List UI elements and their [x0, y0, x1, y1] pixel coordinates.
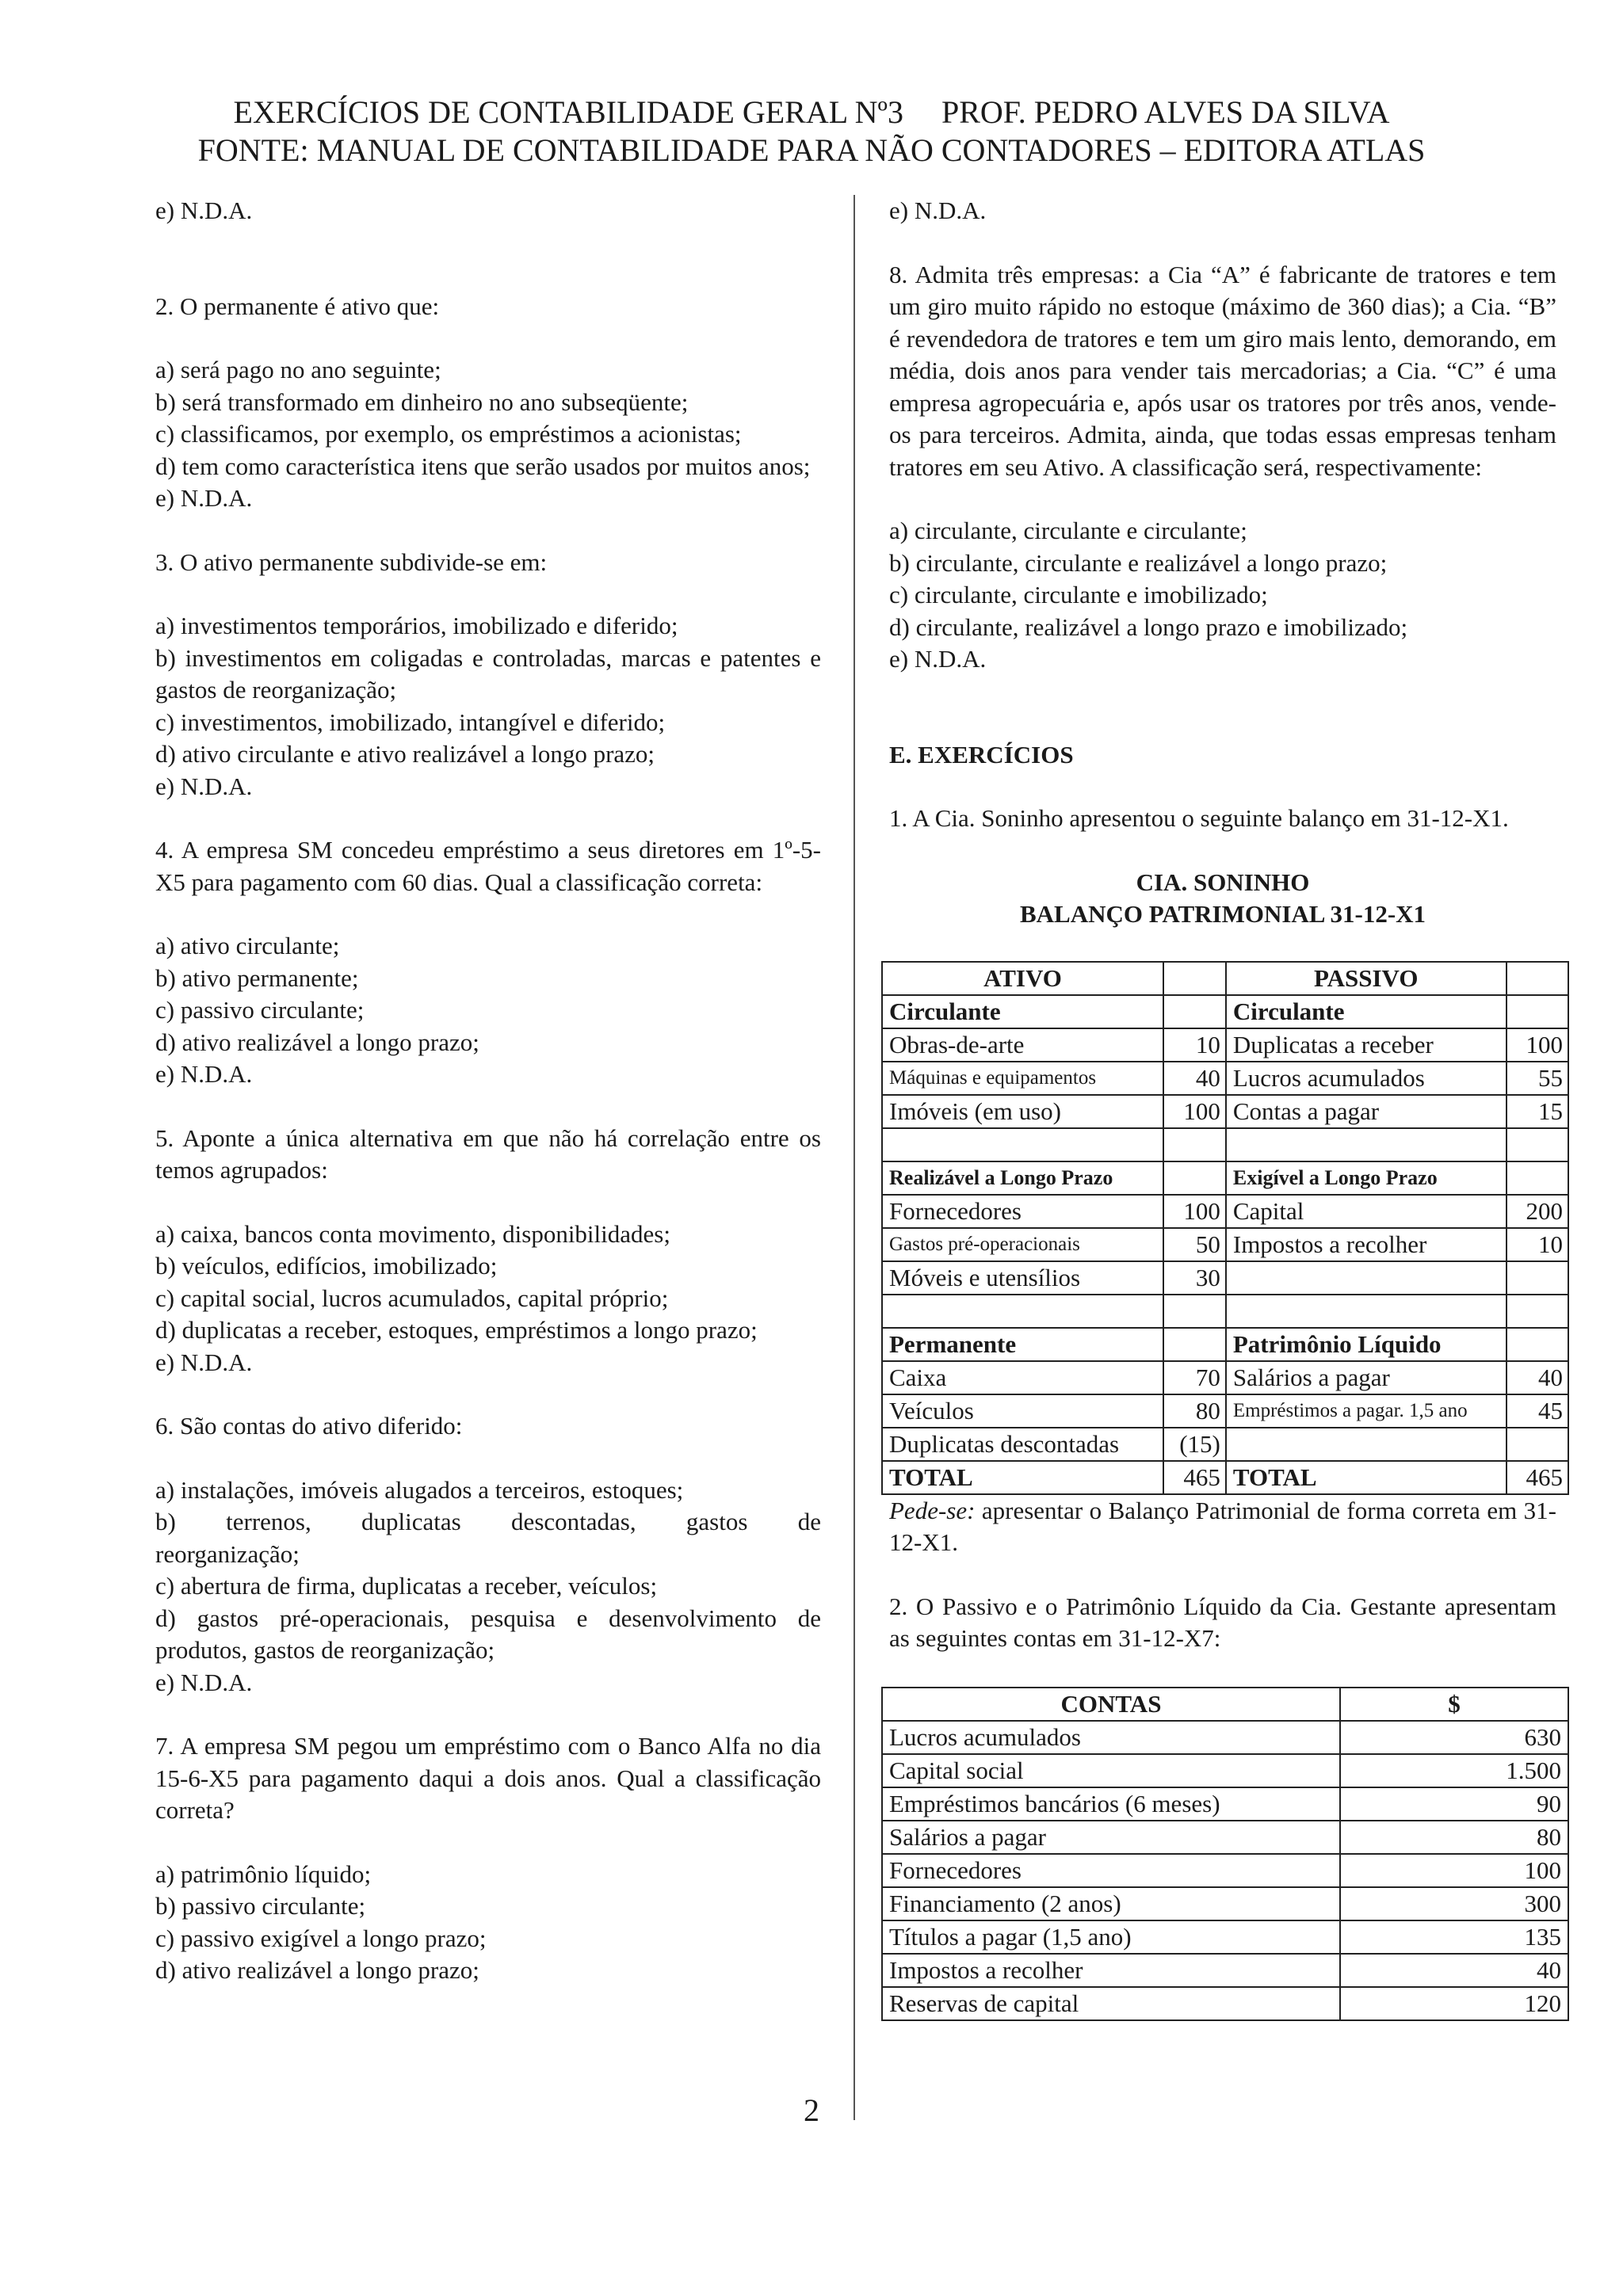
passivo-account: TOTAL [1226, 1461, 1507, 1494]
q6-option-b: b) terrenos, duplicatas descontadas, gastos de reorganização; [155, 1508, 821, 1568]
accounts-row [882, 1987, 1568, 2020]
ex1-pede-label: Pede-se: [889, 1496, 976, 1524]
passivo-value [1507, 1261, 1568, 1295]
column-divider [854, 195, 855, 2120]
ativo-account: Fornecedores [882, 1195, 1163, 1228]
passivo-account [1226, 1128, 1507, 1161]
passivo-account: Salários a pagar [1226, 1361, 1507, 1394]
ativo-account [882, 1295, 1163, 1328]
passivo-account: Capital [1226, 1195, 1507, 1228]
ativo-value: 465 [1163, 1461, 1226, 1494]
ativo-value: (15) [1163, 1428, 1226, 1461]
account-name: Capital social [882, 1754, 1340, 1787]
q4-option-e: e) N.D.A. [155, 1060, 253, 1088]
balance-row [882, 1062, 1568, 1095]
accounts-row [882, 1787, 1568, 1821]
q3-option-e: e) N.D.A. [155, 772, 253, 800]
q5-option-d: d) duplicatas a receber, estoques, empréstimos a longo prazo; [155, 1316, 758, 1344]
q7-option-d: d) ativo realizável a longo prazo; [155, 1956, 479, 1984]
ativo-value: 10 [1163, 1028, 1226, 1062]
ativo-account: Circulante [882, 995, 1163, 1028]
q3-option-c: c) investimentos, imobilizado, intangível e diferido; [155, 707, 666, 736]
ativo-value: 40 [1163, 1062, 1226, 1095]
q5-option-e: e) N.D.A. [155, 1348, 253, 1376]
ex2-stem: 2. O Passivo e o Patrimônio Líquido da Cia. Gestante apresentam as seguintes contas em 31-12-X7: [889, 1592, 1556, 1652]
passivo-account: Lucros acumulados [1226, 1062, 1507, 1095]
ativo-account: Permanente [882, 1328, 1163, 1361]
passivo-value: 55 [1507, 1062, 1568, 1095]
ativo-header: ATIVO [882, 962, 1163, 995]
passivo-account: Empréstimos a pagar. 1,5 ano [1226, 1394, 1507, 1428]
account-name: Salários a pagar [882, 1821, 1340, 1854]
ativo-value [1163, 1161, 1226, 1195]
accounts-row [882, 1821, 1568, 1854]
account-name: Lucros acumulados [882, 1721, 1340, 1754]
passivo-account: Circulante [1226, 995, 1507, 1028]
account-value: 120 [1340, 1987, 1568, 2020]
passivo-account [1226, 1428, 1507, 1461]
passivo-value: 10 [1507, 1228, 1568, 1261]
ativo-account: Veículos [882, 1394, 1163, 1428]
ativo-account: Duplicatas descontadas [882, 1428, 1163, 1461]
account-value: 630 [1340, 1721, 1568, 1754]
passivo-value [1507, 995, 1568, 1028]
balance-row [882, 1028, 1568, 1062]
ativo-account [882, 1128, 1163, 1161]
q3-stem: 3. O ativo permanente subdivide-se em: [155, 547, 548, 576]
q4-option-c: c) passivo circulante; [155, 996, 365, 1024]
left-column [155, 195, 821, 1987]
q5-option-a: a) caixa, bancos conta movimento, disponibilidades; [155, 1219, 670, 1248]
account-name: Empréstimos bancários (6 meses) [882, 1787, 1340, 1821]
q5-option-c: c) capital social, lucros acumulados, capital próprio; [155, 1283, 669, 1312]
passivo-value [1507, 1161, 1568, 1195]
passivo-account: Contas a pagar [1226, 1095, 1507, 1128]
q2-option-c: c) classificamos, por exemplo, os empréstimos a acionistas; [155, 420, 742, 448]
q7-option-e: e) N.D.A. [889, 196, 987, 224]
q4-option-b: b) ativo permanente; [155, 963, 359, 992]
ativo-value [1163, 1128, 1226, 1161]
q8-option-e: e) N.D.A. [889, 645, 987, 673]
section-heading: E. EXERCÍCIOS [889, 740, 1074, 769]
balance-row [882, 1261, 1568, 1295]
accounts-table [881, 1687, 1569, 2021]
q2-option-b: b) será transformado em dinheiro no ano subseqüente; [155, 387, 689, 416]
accounts-row [882, 1920, 1568, 1954]
q8-option-c: c) circulante, circulante e imobilizado; [889, 581, 1268, 608]
passivo-account: Impostos a recolher [1226, 1228, 1507, 1261]
passivo-value: 15 [1507, 1095, 1568, 1128]
q7-option-a: a) patrimônio líquido; [155, 1859, 372, 1888]
balance-row [882, 995, 1568, 1028]
contas-header: CONTAS [882, 1688, 1340, 1721]
ex1-company-title: CIA. SONINHO [1136, 868, 1310, 896]
account-value: 135 [1340, 1920, 1568, 1954]
ativo-account: Gastos pré-operacionais [882, 1228, 1163, 1261]
accounts-row [882, 1954, 1568, 1987]
q3-option-a: a) investimentos temporários, imobilizado e diferido; [155, 612, 678, 639]
q2-option-a: a) será pago no ano seguinte; [155, 356, 441, 383]
account-name: Impostos a recolher [882, 1954, 1340, 1987]
q6-option-a: a) instalações, imóveis alugados a terceiros, estoques; [155, 1475, 684, 1504]
balance-row [882, 1361, 1568, 1394]
account-name: Fornecedores [882, 1854, 1340, 1887]
balance-sheet-table [881, 961, 1569, 1495]
q7-option-b: b) passivo circulante; [155, 1892, 366, 1920]
accounts-row [882, 1754, 1568, 1787]
ativo-account: Móveis e utensílios [882, 1261, 1163, 1295]
ativo-value: 100 [1163, 1095, 1226, 1128]
accounts-row [882, 1854, 1568, 1887]
q7-option-c: c) passivo exigível a longo prazo; [155, 1924, 487, 1952]
balance-row [882, 1228, 1568, 1261]
ativo-account: TOTAL [882, 1461, 1163, 1494]
accounts-row [882, 1721, 1568, 1754]
page-number: 2 [804, 2092, 819, 2128]
accounts-row [882, 1887, 1568, 1920]
account-name: Reservas de capital [882, 1987, 1340, 2020]
balance-row [882, 1328, 1568, 1361]
q1-option-e: e) N.D.A. [155, 196, 253, 224]
passivo-account: Exigível a Longo Prazo [1226, 1161, 1507, 1195]
account-value: 40 [1340, 1954, 1568, 1987]
passivo-value: 465 [1507, 1461, 1568, 1494]
ativo-account: Obras-de-arte [882, 1028, 1163, 1062]
balance-header-row [882, 962, 1568, 995]
balance-sheet-body [882, 995, 1568, 1494]
ativo-value: 100 [1163, 1195, 1226, 1228]
balance-row [882, 1394, 1568, 1428]
balance-row [882, 1295, 1568, 1328]
ativo-value [1163, 1295, 1226, 1328]
header-title: EXERCÍCIOS DE CONTABILIDADE GERAL Nº3 [233, 94, 903, 130]
passivo-value: 100 [1507, 1028, 1568, 1062]
ativo-account: Caixa [882, 1361, 1163, 1394]
q8-stem: 8. Admita três empresas: a Cia “A” é fabricante de tratores e tem um giro muito rápido no estoque (máximo de 360 dias); a Cia. “B” é revendedora de tratores e tem um giro mais lento, demorando, em média, dois anos para vender tais mercadorias; a Cia. “C” é uma empresa agropecuária e, após usar os tratores por três anos, vende-os para terceiros. Admita, ainda, que todas essas empresas tenham tratores em seu Ativo. A classificação será, respectivamente: [889, 260, 1556, 481]
balance-row [882, 1095, 1568, 1128]
account-value: 1.500 [1340, 1754, 1568, 1787]
passivo-value: 45 [1507, 1394, 1568, 1428]
ativo-account: Máquinas e equipamentos [882, 1062, 1163, 1095]
valor-header: $ [1340, 1688, 1568, 1721]
q6-option-c: c) abertura de firma, duplicatas a receber, veículos; [155, 1572, 658, 1600]
q5-stem: 5. Aponte a única alternativa em que não há correlação entre os temos agrupados: [155, 1123, 821, 1184]
q5-option-b: b) veículos, edifícios, imobilizado; [155, 1252, 498, 1280]
ex1-pede-text: apresentar o Balanço Patrimonial de forma correta em 31-12-X1. [889, 1496, 1556, 1556]
ativo-value: 70 [1163, 1361, 1226, 1394]
q2-option-d: d) tem como característica itens que serão usados por muitos anos; [155, 452, 811, 480]
ativo-account: Imóveis (em uso) [882, 1095, 1163, 1128]
q3-option-b: b) investimentos em coligadas e controladas, marcas e patentes e gastos de reorganização; [155, 643, 821, 704]
q4-option-a: a) ativo circulante; [155, 932, 340, 959]
header-line-1 [0, 93, 1623, 132]
q3-option-d: d) ativo circulante e ativo realizável a longo prazo; [155, 740, 655, 768]
ativo-value: 30 [1163, 1261, 1226, 1295]
passivo-value [1507, 1295, 1568, 1328]
passivo-value-header [1507, 962, 1568, 995]
passivo-value: 40 [1507, 1361, 1568, 1394]
accounts-table-body [882, 1721, 1568, 2020]
q6-option-d: d) gastos pré-operacionais, pesquisa e desenvolvimento de produtos, gastos de reorganização; [155, 1604, 821, 1664]
ativo-account: Realizável a Longo Prazo [882, 1161, 1163, 1195]
ativo-value [1163, 995, 1226, 1028]
passivo-header: PASSIVO [1226, 962, 1507, 995]
ex1-stem: 1. A Cia. Soninho apresentou o seguinte balanço em 31-12-X1. [889, 804, 1509, 832]
passivo-value [1507, 1328, 1568, 1361]
ativo-value: 80 [1163, 1394, 1226, 1428]
q8-option-a: a) circulante, circulante e circulante; [889, 517, 1247, 544]
passivo-value [1507, 1428, 1568, 1461]
q2-option-e: e) N.D.A. [155, 484, 253, 512]
balance-row [882, 1128, 1568, 1161]
q6-option-e: e) N.D.A. [155, 1668, 253, 1696]
header-source: FONTE: MANUAL DE CONTABILIDADE PARA NÃO CONTADORES – EDITORA ATLAS [197, 132, 1426, 168]
passivo-value: 200 [1507, 1195, 1568, 1228]
account-name: Financiamento (2 anos) [882, 1887, 1340, 1920]
q4-stem: 4. A empresa SM concedeu empréstimo a seus diretores em 1º-5-X5 para pagamento com 60 dias. Qual a classificação correta: [155, 836, 821, 896]
passivo-account [1226, 1261, 1507, 1295]
account-value: 300 [1340, 1887, 1568, 1920]
page-header [0, 93, 1623, 170]
header-author: PROF. PEDRO ALVES DA SILVA [941, 94, 1390, 130]
q4-option-d: d) ativo realizável a longo prazo; [155, 1028, 479, 1056]
ativo-value [1163, 1328, 1226, 1361]
q7-stem: 7. A empresa SM pegou um empréstimo com o Banco Alfa no dia 15-6-X5 para pagamento daqui a dois anos. Qual a classificação correta? [155, 1732, 821, 1824]
account-value: 90 [1340, 1787, 1568, 1821]
ativo-value-header [1163, 962, 1226, 995]
balance-row [882, 1195, 1568, 1228]
ex1-instruction [889, 1495, 1556, 1559]
q8-option-d: d) circulante, realizável a longo prazo e imobilizado; [889, 612, 1408, 641]
account-name: Títulos a pagar (1,5 ano) [882, 1920, 1340, 1954]
account-value: 100 [1340, 1854, 1568, 1887]
passivo-account: Duplicatas a receber [1226, 1028, 1507, 1062]
accounts-header-row [882, 1688, 1568, 1721]
right-column [889, 195, 1563, 2021]
q2-stem: 2. O permanente é ativo que: [155, 292, 440, 320]
balance-row [882, 1428, 1568, 1461]
passivo-value [1507, 1128, 1568, 1161]
passivo-account: Patrimônio Líquido [1226, 1328, 1507, 1361]
account-value: 80 [1340, 1821, 1568, 1854]
ativo-value: 50 [1163, 1228, 1226, 1261]
q6-stem: 6. São contas do ativo diferido: [155, 1412, 463, 1440]
balance-row [882, 1461, 1568, 1494]
ex1-balance-title: BALANÇO PATRIMONIAL 31-12-X1 [1019, 900, 1426, 928]
q8-option-b: b) circulante, circulante e realizável a longo prazo; [889, 548, 1388, 577]
balance-row [882, 1161, 1568, 1195]
passivo-account [1226, 1295, 1507, 1328]
